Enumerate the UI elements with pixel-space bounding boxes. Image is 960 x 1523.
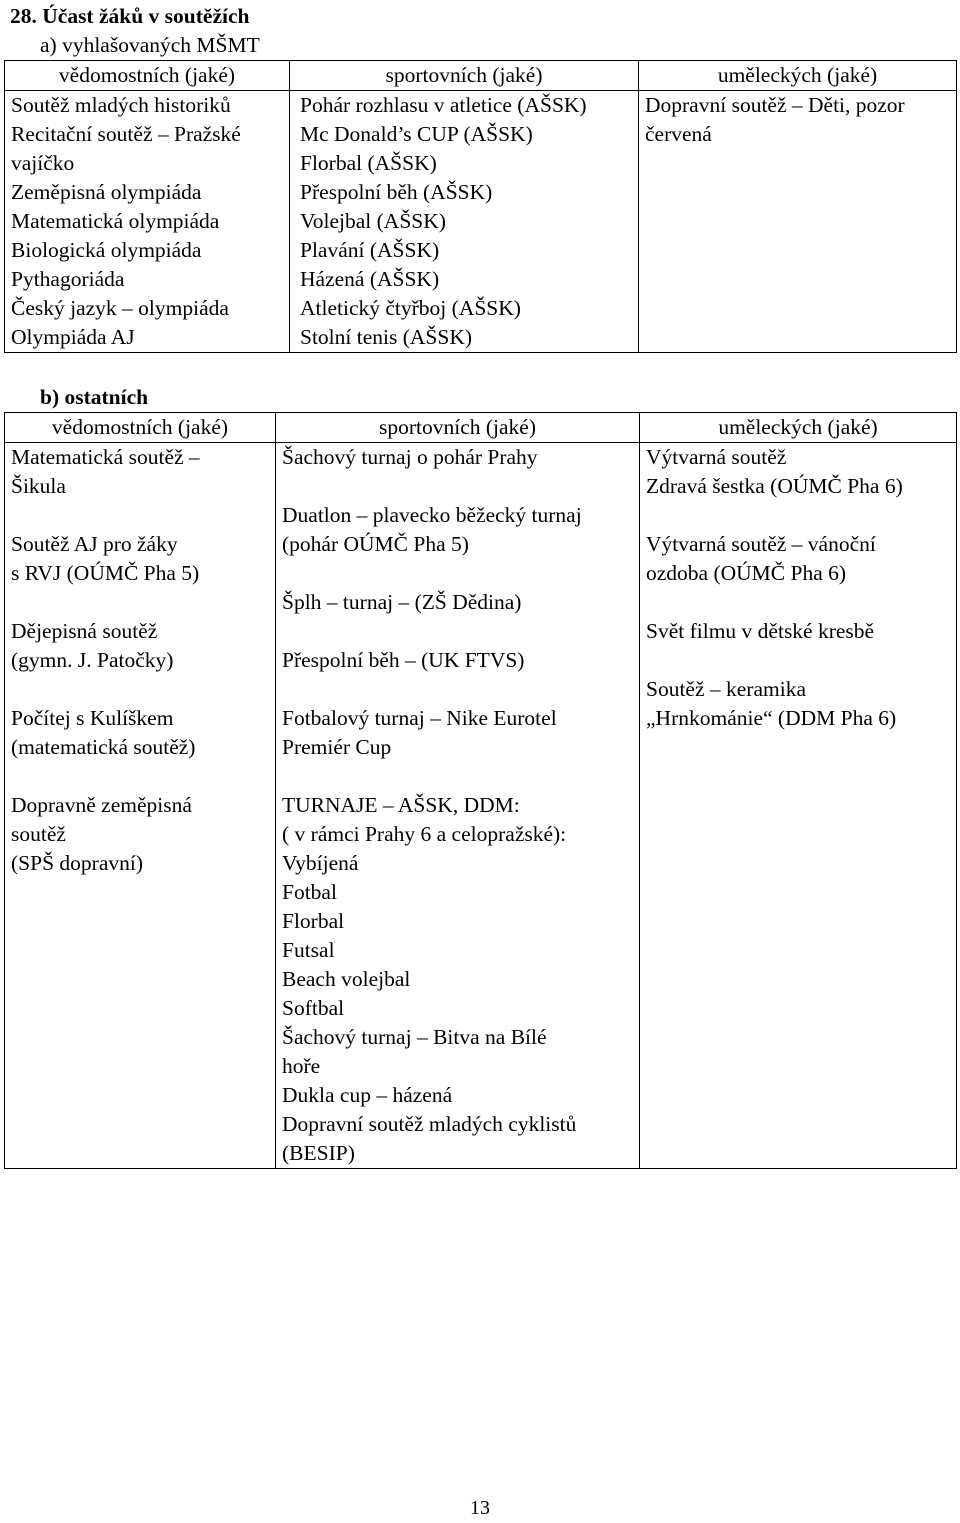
list-item: Olympiáda AJ xyxy=(11,325,135,349)
list-item: Recitační soutěž – Pražské xyxy=(11,122,241,146)
list-item: Dopravní soutěž mladých cyklistů xyxy=(282,1112,577,1136)
cell-b-vedomostni xyxy=(5,443,276,1169)
blank-line xyxy=(282,617,633,646)
cell-b-umelecke xyxy=(640,443,957,1169)
header-vedomostnich: vědomostních (jaké) xyxy=(5,61,290,91)
cell-b-sportovni xyxy=(276,443,640,1169)
list-item: soutěž xyxy=(11,822,66,846)
cell-a-vedomostni xyxy=(5,91,290,353)
list-item: Přespolní běh – (UK FTVS) xyxy=(282,648,525,672)
list-item: Přespolní běh (AŠSK) xyxy=(300,180,493,204)
list-item: Futsal xyxy=(282,938,335,962)
list-item: Matematická soutěž – xyxy=(11,445,200,469)
blank-line xyxy=(11,501,269,530)
header-sportovnich: sportovních (jaké) xyxy=(290,61,639,91)
list-item: Výtvarná soutěž – vánoční xyxy=(646,532,876,556)
list-item: Zeměpisná olympiáda xyxy=(11,180,202,204)
list-item: Šplh – turnaj – (ZŠ Dědina) xyxy=(282,590,522,614)
blank-line xyxy=(11,588,269,617)
section-heading: 28. Účast žáků v soutěžích xyxy=(10,4,250,28)
list-item: Počítej s Kulíškem xyxy=(11,706,174,730)
list-item: Házená (AŠSK) xyxy=(300,267,440,291)
list-item: Vybíjená xyxy=(282,851,359,875)
list-item: Duatlon – plavecko běžecký turnaj xyxy=(282,503,582,527)
blank-line xyxy=(282,559,633,588)
page-number: 13 xyxy=(470,1497,490,1519)
blank-line xyxy=(282,472,633,501)
list-item: Biologická olympiáda xyxy=(11,238,202,262)
subsection-b-title: b) ostatních xyxy=(40,385,149,409)
header-sportovnich: sportovních (jaké) xyxy=(276,413,640,443)
list-item: Zdravá šestka (OÚMČ Pha 6) xyxy=(646,474,903,498)
list-item: hoře xyxy=(282,1054,321,1078)
list-item: Pohár rozhlasu v atletice (AŠSK) xyxy=(300,93,587,117)
list-item: Dopravně zeměpisná xyxy=(11,793,192,817)
list-item: Šachový turnaj o pohár Prahy xyxy=(282,445,538,469)
list-item: červená xyxy=(645,122,712,146)
list-item: Volejbal (AŠSK) xyxy=(300,209,446,233)
blank-line xyxy=(282,675,633,704)
blank-line xyxy=(646,588,950,617)
blank-line xyxy=(646,501,950,530)
list-item: Výtvarná soutěž xyxy=(646,445,787,469)
list-item: „Hrnkománie“ (DDM Pha 6) xyxy=(646,706,897,730)
list-item: s RVJ (OÚMČ Pha 5) xyxy=(11,561,200,585)
list-item: Beach volejbal xyxy=(282,967,411,991)
blank-line xyxy=(282,762,633,791)
table-b xyxy=(4,412,957,1169)
header-umeleckych: uměleckých (jaké) xyxy=(639,61,957,91)
list-item: Florbal (AŠSK) xyxy=(300,151,437,175)
list-item: Soutěž mladých historiků xyxy=(11,93,231,117)
blank-line xyxy=(11,675,269,704)
list-item: Fotbal xyxy=(282,880,337,904)
list-item: Plavání (AŠSK) xyxy=(300,238,440,262)
list-item: Dukla cup – házená xyxy=(282,1083,453,1107)
table-a xyxy=(4,60,957,353)
list-item: Atletický čtyřboj (AŠSK) xyxy=(300,296,521,320)
list-item: Český jazyk – olympiáda xyxy=(11,296,229,320)
cell-a-umelecke xyxy=(639,91,957,353)
list-item: (matematická soutěž) xyxy=(11,735,196,759)
blank-line xyxy=(646,646,950,675)
header-umeleckych: uměleckých (jaké) xyxy=(640,413,957,443)
list-item: Stolní tenis (AŠSK) xyxy=(300,325,473,349)
list-item: Pythagoriáda xyxy=(11,267,125,291)
cell-a-sportovni xyxy=(290,91,639,353)
list-item: Dějepisná soutěž xyxy=(11,619,158,643)
list-item: (SPŠ dopravní) xyxy=(11,851,143,875)
header-vedomostnich: vědomostních (jaké) xyxy=(5,413,276,443)
list-item: (pohár OÚMČ Pha 5) xyxy=(282,532,469,556)
list-item: Svět filmu v dětské kresbě xyxy=(646,619,875,643)
list-item: vajíčko xyxy=(11,151,75,175)
list-item: Softbal xyxy=(282,996,345,1020)
list-item: Mc Donald’s CUP (AŠSK) xyxy=(300,122,533,146)
subsection-a-title: a) vyhlašovaných MŠMT xyxy=(40,33,260,57)
list-item: Soutěž – keramika xyxy=(646,677,807,701)
list-item: Fotbalový turnaj – Nike Eurotel xyxy=(282,706,557,730)
list-item: Soutěž AJ pro žáky xyxy=(11,532,178,556)
list-item: (BESIP) xyxy=(282,1141,355,1165)
list-item: Šachový turnaj – Bitva na Bílé xyxy=(282,1025,547,1049)
list-item: Dopravní soutěž – Děti, pozor xyxy=(645,93,905,117)
list-item: Premiér Cup xyxy=(282,735,392,759)
list-item: Šikula xyxy=(11,474,66,498)
list-item: Matematická olympiáda xyxy=(11,209,220,233)
list-item: ozdoba (OÚMČ Pha 6) xyxy=(646,561,847,585)
list-item: ( v rámci Prahy 6 a celopražské): xyxy=(282,822,567,846)
list-item: TURNAJE – AŠSK, DDM: xyxy=(282,793,520,817)
list-item: Florbal xyxy=(282,909,345,933)
blank-line xyxy=(11,762,269,791)
list-item: (gymn. J. Patočky) xyxy=(11,648,174,672)
